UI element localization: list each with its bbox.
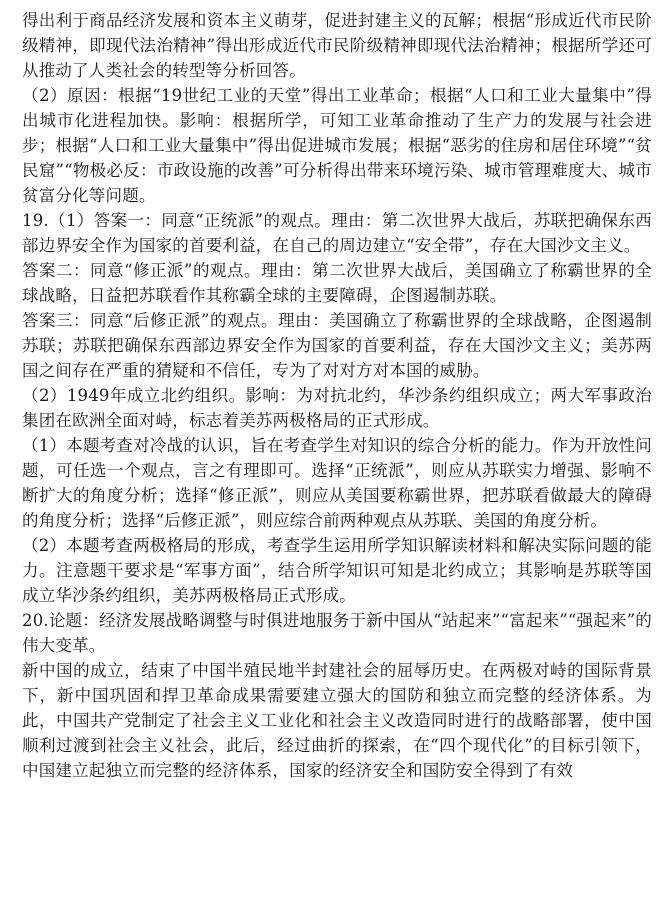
paragraph-q19-analysis-2: （2）本题考查两极格局的形成，考查学生运用所学知识解读材料和解决实际问题的能力。注意题干要求是“军事方面”，结合所学知识可知是北约成立；其影响是苏联等国成立华沙条约组织，美苏两极格局正式形成。 bbox=[22, 536, 652, 605]
paragraph-q20-thesis: 20.论题：经济发展战略调整与时俱进地服务于新中国从“站起来”“富起来”“强起来”的伟大变革。 bbox=[22, 611, 652, 655]
paragraph-question-2: （2）原因：根据“19世纪工业的天堂”得出工业革命；根据“人口和工业大量集中”得出城市化进程加快。影响：根据所学，可知工业革命推动了生产力的发展与社会进步；根据“人口和工业大量集中”得出促进城市发展；根据“恶劣的住房和居住环境”“贫民窟”“物极必反：市政设施的改善”可分析得出带来环境污染、城市管理难度大、城市贫富分化等问题。 bbox=[22, 86, 652, 205]
paragraph-q19-answer-1: 19.（1）答案一：同意“正统派”的观点。理由：第二次世界大战后，苏联把确保东西部边界安全作为国家的首要利益，在自己的周边建立“安全带”，存在大国沙文主义。 bbox=[22, 211, 652, 255]
paragraph-analysis-1-end: 得出利于商品经济发展和资本主义萌芽，促进封建主义的瓦解；根据“形成近代市民阶级精神，即现代法治精神”得出形成近代市民阶级精神即现代法治精神；根据所学还可从推动了人类社会的转型等分析回答。 bbox=[22, 11, 652, 80]
paragraph-q19-analysis-1: （1）本题考查对冷战的认识，旨在考查学生对知识的综合分析的能力。作为开放性问题，可任选一个观点，言之有理即可。选择“正统派”，则应从苏联实力增强、影响不断扩大的角度分析；选择“修正派”，则应从美国要称霸世界，把苏联看做最大的障碍的角度分析；选择“后修正派”，则应综合前两种观点从苏联、美国的角度分析。 bbox=[22, 436, 652, 530]
paragraph-q19-answer-2: 答案二：同意“修正派”的观点。理由：第二次世界大战后，美国确立了称霸世界的全球战略，日益把苏联看作其称霸全球的主要障碍，企图遏制苏联。 bbox=[22, 261, 652, 305]
paragraph-q19-answer-3: 答案三：同意“后修正派”的观点。理由：美国确立了称霸世界的全球战略，企图遏制苏联；苏联把确保东西部边界安全作为国家的首要利益，存在大国沙文主义；美苏两国之间存在严重的猜疑和不信任，专为了对对方对本国的威胁。 bbox=[22, 311, 652, 380]
paragraph-q19-part-2: （2）1949年成立北约组织。影响：为对抗北约，华沙条约组织成立；两大军事政治集团在欧洲全面对峙，标志着美苏两极格局的正式形成。 bbox=[22, 386, 652, 430]
paragraph-q20-essay: 新中国的成立，结束了中国半殖民地半封建社会的屈辱历史。在两极对峙的国际背景下，新中国巩固和捍卫革命成果需要建立强大的国防和独立而完整的经济体系。为此，中国共产党制定了社会主义工业化和社会主义改造同时进行的战略部署，使中国顺利过渡到社会主义社会，此后，经过曲折的探索，在“四个现代化”的目标引领下，中国建立起独立而完整的经济体系，国家的经济安全和国防安全得到了有效 bbox=[22, 661, 652, 780]
